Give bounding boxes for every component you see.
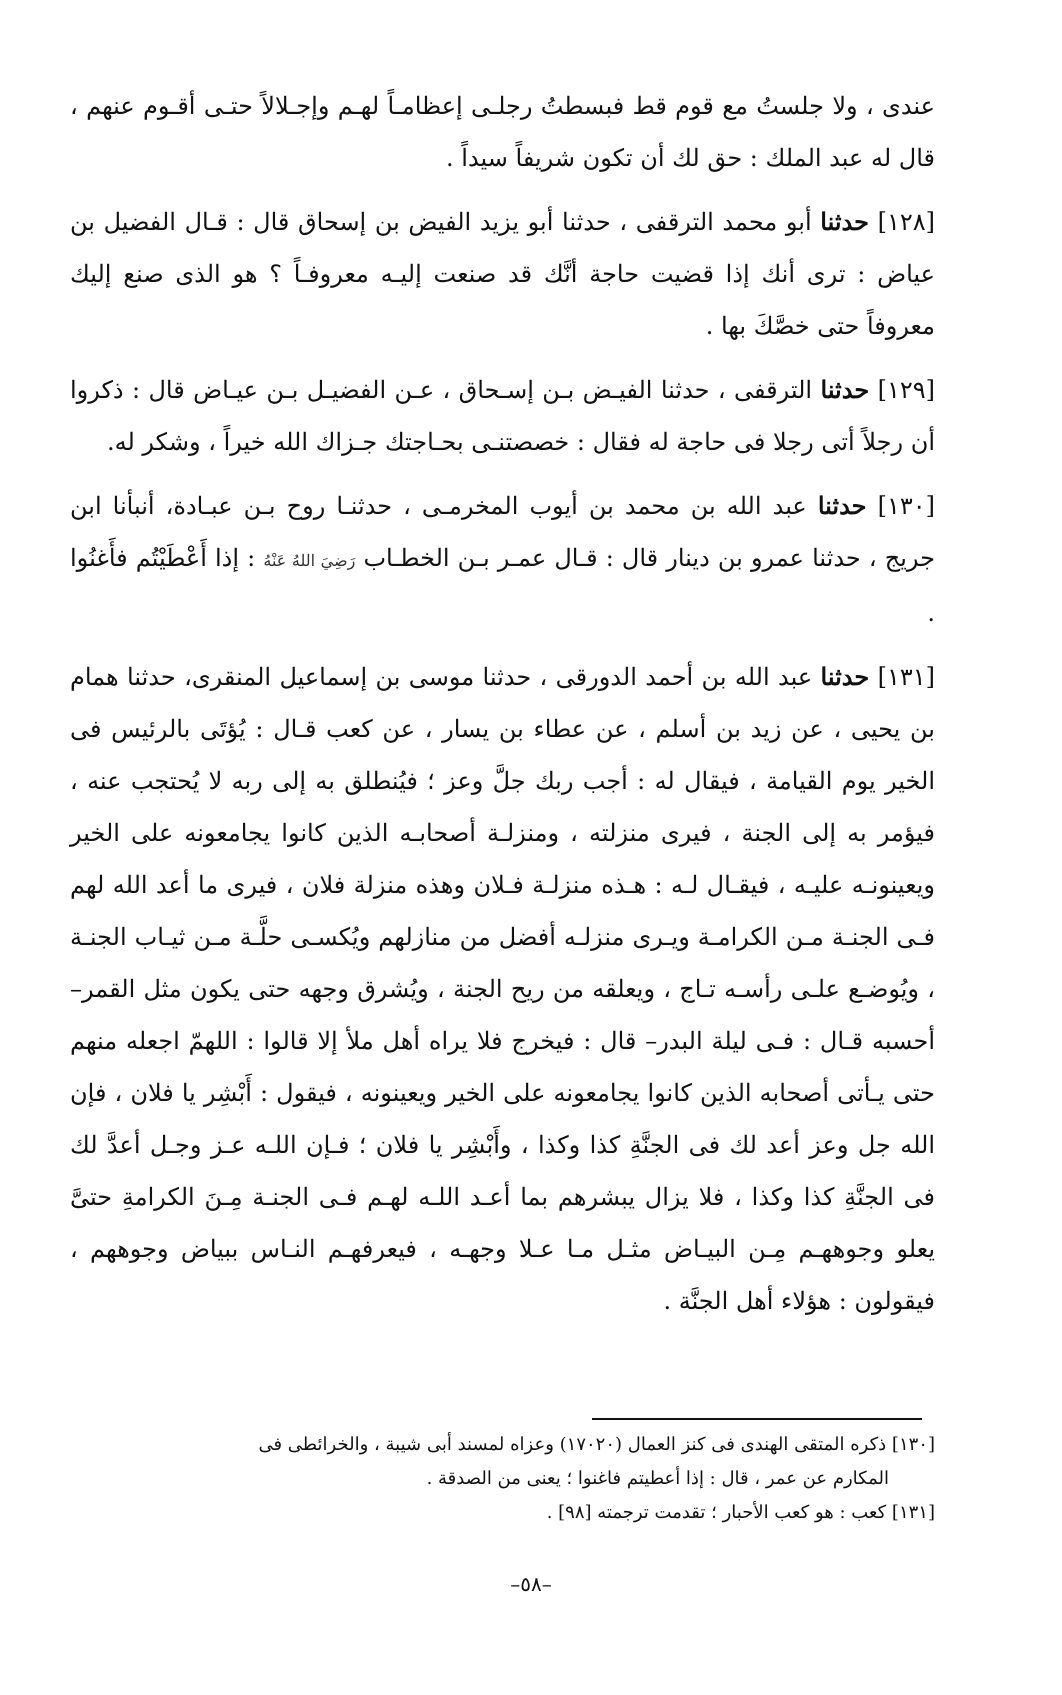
hadith-number: [١٢٨] — [877, 208, 935, 236]
honorific-glyph: رَضِيَ اللهُ عَنْهُ — [263, 551, 356, 570]
hadith-text: الترقفى ، حدثنا الفيـض بـن إسـحاق ، عـن الفضيـل بـن عيـاض قال : ذكروا أن رجلاً أتى رجلا فى حاجة له فقال : خصصتنـى بحـاجتك جـزاك الله خيراً ، وشكر له. — [70, 376, 935, 456]
footnote-131 — [70, 1496, 935, 1530]
paragraph-continuation — [70, 80, 935, 184]
hadith-number: [١٣٠] — [877, 492, 935, 520]
footnote-130 — [70, 1428, 935, 1462]
hadith-lead-word: حدثنا — [820, 375, 870, 404]
footnote-number: [١٣١] — [891, 1502, 935, 1523]
hadith-text: عبد الله بن أحمد الدورقى ، حدثنا موسى بن إسماعيل المنقرى، حدثنا همام بن يحيى ، عن زيد بن أسلم ، عن عطاء بن يسار ، عن كعب قـال : يُؤتَى بالرئيس فى الخير يوم القيامة ، فيقال له : أجب ربك جلَّ وعز ؛ فيُنطلق به إلى ربه لا يُحتجب عنه ، فيؤمر به إلى الجنة ، فيرى منزلته ، ومنزلـة أصحابـه الذين كانوا يجامعونه على الخير ويعينونـه عليـه ، فيقـال لـه : هـذه منزلـة فـلان وهذه منزلة فلان ، فيرى ما أعد الله لهم فـى الجنـة مـن الكرامـة ويـرى منزلـه أفضل من منازلهم ويُكسـى حلَّـة مـن ثيـاب الجنـة ، ويُوضـع علـى رأسـه تـاج ، ويعلقه من ريح الجنة ، ويُشرق وجهه حتى يكون مثل القمر– أحسبه قـال : فـى ليلة البدر– قال : فيخرج فلا يراه أهل ملأ إلا قالوا : اللهمّ اجعله منهم حتى يـأتى أصحابه الذين كانوا يجامعونه على الخير ويعينونه ، فيقول : أَبْشِر يا فلان ، فإن الله جل وعز أعد لك فى الجنَّةِ كذا وكذا ، وأَبْشِر يا فلان ؛ فـإن اللـه عـز وجـل أعدَّ لك فى الجنَّةِ كذا وكذا ، فلا يزال يبشرهم بما أعـد اللـه لهـم فـى الجنـة مِـنَ الكرامةِ حتىَّ يعلو وجوههـم مِـن البيـاض مثـل مـا عـلا وجهـه ، فيعرفهـم النـاس ببياض وجوههم ، فيقولون : هؤلاء أهل الجنَّة . — [70, 663, 936, 1315]
hadith-130 — [70, 480, 935, 639]
hadith-lead-word: حدثنا — [820, 662, 870, 691]
hadith-lead-word: حدثنا — [820, 207, 869, 236]
footnote-text: ذكره المتقى الهندى فى كنز العمال (١٧٠٢٠) وعزاه لمسند أبى شيبة ، والخرائطى فى — [258, 1434, 887, 1455]
footnote-divider — [592, 1418, 922, 1420]
hadith-number: [١٢٩] — [877, 376, 935, 404]
hadith-text: أبو محمد الترقفى ، حدثنا أبو يزيد الفيض بن إسحاق قال : قـال الفضيل بن عياض : ترى أنك إذا قضيت حاجة أنَّك قد صنعت إليـه معروفـاً ؟ هو الذى صنع إليك معروفاً حتى خصَّكَ بها . — [70, 208, 935, 340]
hadith-lead-word: حدثنا — [817, 491, 867, 520]
hadith-text-after: : إذا أَعْطَيْتُم فأَغنُوا . — [70, 544, 935, 627]
main-text-body — [70, 80, 935, 1339]
paragraph-text: عندى ، ولا جلستُ مع قوم قط فبسطتُ رجلـى إعظامـاً لهـم وإجـلالاً حتـى أقـوم عنهم ، قال له عبد الملك : حق لك أن تكون شريفاً سيداً . — [70, 92, 935, 172]
footnote-number: [١٣٠] — [891, 1434, 935, 1455]
footnotes-section — [70, 1428, 935, 1530]
hadith-131 — [70, 651, 935, 1327]
footnote-text: كعب : هو كعب الأحبار ؛ تقدمت ترجمته [٩٨] . — [546, 1502, 887, 1523]
hadith-129 — [70, 364, 935, 468]
page-number: –٥٨– — [510, 1572, 552, 1596]
hadith-number: [١٣١] — [877, 663, 935, 691]
hadith-text-before: عبد الله بن محمد بن أيوب المخرمـى ، حدثنـا روح بـن عبـادة، أنبأنا ابن جريج ، حدثنا عمرو بن دينار قال : قـال عمـر بـن الخطـاب — [70, 492, 935, 572]
hadith-128 — [70, 196, 935, 352]
footnote-130-continuation: المكارم عن عمر ، قال : إذا أعطيتم فاغنوا ؛ يعنى من الصدقة . — [426, 1468, 889, 1489]
